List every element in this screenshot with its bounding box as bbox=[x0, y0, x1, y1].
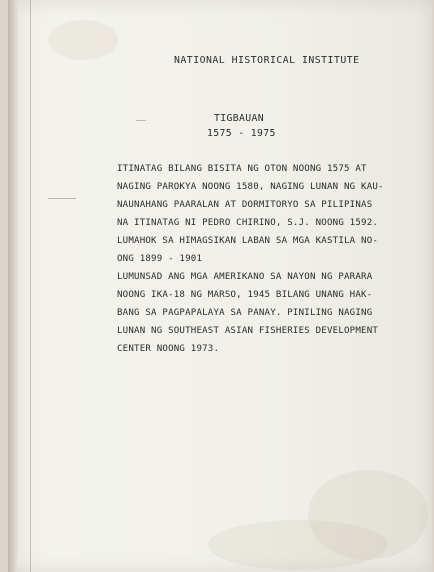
institute-heading: NATIONAL HISTORICAL INSTITUTE bbox=[174, 55, 360, 66]
body-line: NAGING PAROKYA NOONG 1580, NAGING LUNAN NG KAU- bbox=[117, 182, 384, 192]
margin-mark bbox=[48, 198, 76, 199]
body-line: NA ITINATAG NI PEDRO CHIRINO, S.J. NOONG 1592. bbox=[117, 218, 379, 228]
marker-years: 1575 - 1975 bbox=[207, 128, 276, 139]
page-fold-line bbox=[30, 0, 31, 572]
body-line: BANG SA PAGPAPALAYA SA PANAY. PINILING NAGING bbox=[117, 308, 373, 318]
body-line: LUNAN NG SOUTHEAST ASIAN FISHERIES DEVELOPMENT bbox=[117, 326, 379, 336]
page-binding-edge bbox=[8, 0, 18, 572]
margin-mark bbox=[136, 120, 146, 121]
paper-stain bbox=[48, 20, 118, 60]
body-line: NOONG IKA-18 NG MARSO, 1945 BILANG UNANG HAK- bbox=[117, 290, 373, 300]
paper-stain bbox=[208, 520, 388, 570]
body-line: ONG 1899 - 1901 bbox=[117, 254, 203, 264]
body-line: CENTER NOONG 1973. bbox=[117, 344, 220, 354]
body-line: LUMAHOK SA HIMAGSIKAN LABAN SA MGA KASTILA NO- bbox=[117, 236, 379, 246]
body-line: LUMUNSAD ANG MGA AMERIKANO SA NAYON NG PARARA bbox=[117, 272, 373, 282]
marker-body-text bbox=[117, 160, 429, 358]
body-line: NAUNAHANG PAARALAN AT DORMITORYO SA PILIPINAS bbox=[117, 200, 373, 210]
marker-title: TIGBAUAN bbox=[214, 113, 264, 124]
body-line: ITINATAG BILANG BISITA NG OTON NOONG 1575 AT bbox=[117, 164, 367, 174]
